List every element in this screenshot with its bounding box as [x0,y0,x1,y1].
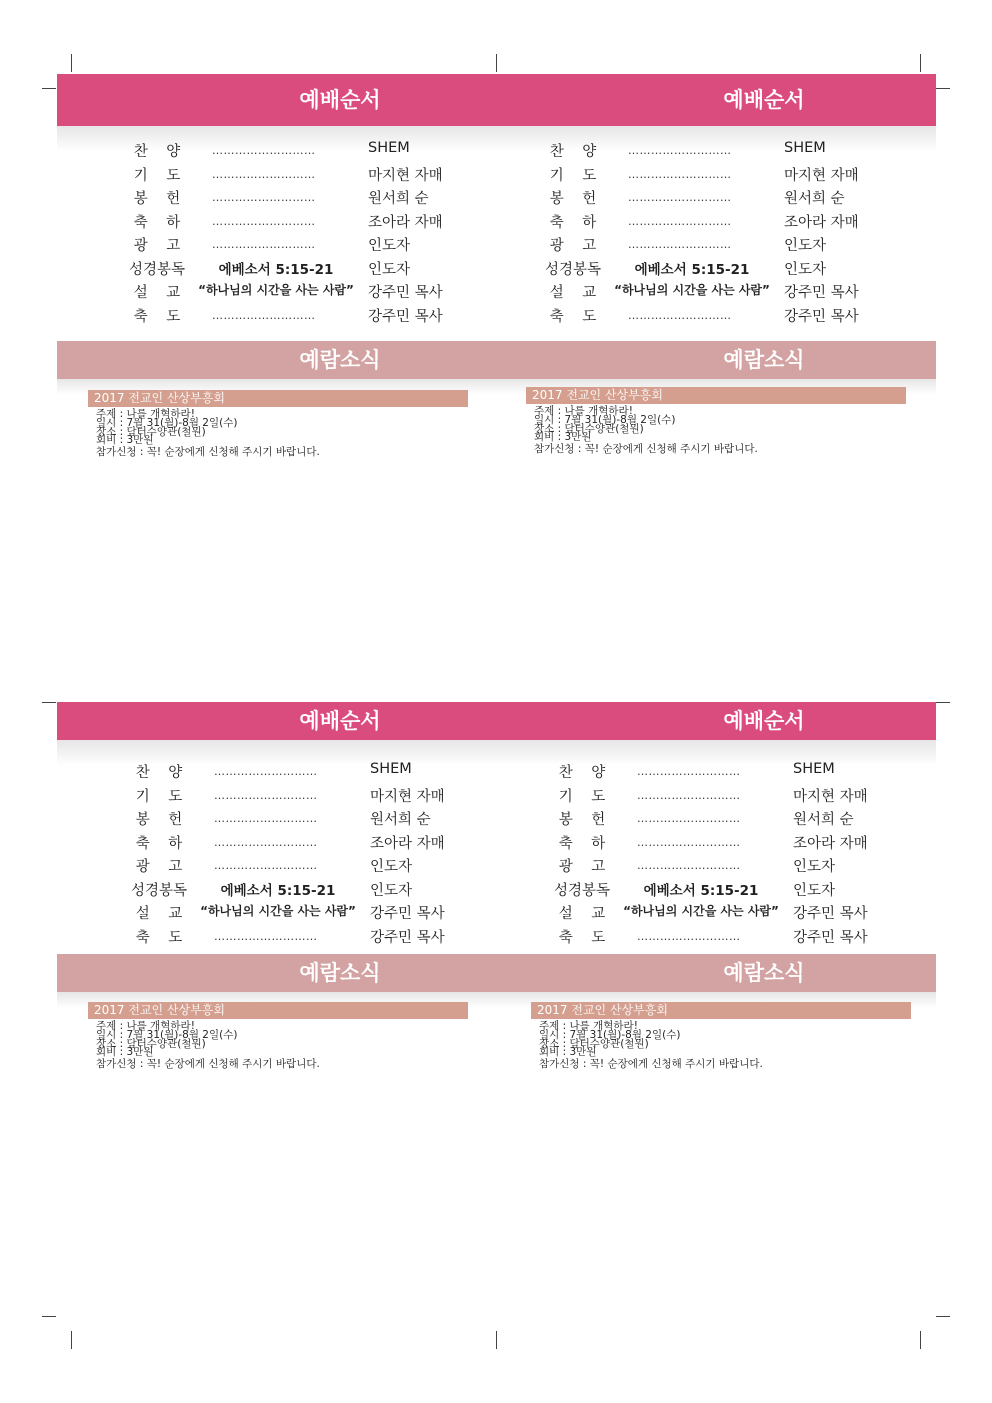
news-title: 예람소식 [723,348,805,372]
service-order-row [124,164,484,188]
service-order-row [126,855,486,879]
service-order-row [549,879,909,903]
order-item-value: 원서희 순 [793,812,854,828]
service-order-title: 예배순서 [723,88,805,112]
service-order-title: 예배순서 [299,709,381,733]
news-item [88,390,468,459]
order-item-value: SHEM [784,140,826,156]
order-item-label: 기 도 [133,167,181,184]
service-order-row [126,832,486,856]
order-item-value: 인도자 [370,882,413,899]
news-heading: 2017 전교인 산상부흥회 [531,1002,911,1019]
news-detail-line: 장소 : 담터수양관(철원) [96,1037,206,1050]
order-item-value: SHEM [370,761,412,777]
order-item-value: 강주민 목사 [370,906,445,922]
crop-mark [920,54,921,72]
order-item-label: 기 도 [135,788,183,805]
sermon-title: “하나님의 시간을 사는 사람” [623,904,779,918]
order-item-label: 성경봉독 [128,261,186,278]
crop-mark [920,1331,921,1349]
service-order-row [549,832,909,856]
service-order-title: 예배순서 [723,709,805,733]
news-detail-line: 일시 : 7월 31(월)-8월 2일(수) [96,1028,238,1041]
order-item-label: 축 하 [135,835,183,852]
news-heading: 2017 전교인 산상부흥회 [526,387,906,404]
service-order-list [124,140,484,328]
dotted-leader: ……………………… [214,835,318,849]
dotted-leader: ……………………… [628,167,732,181]
news-detail-line: 회비 : 3만원 [96,1046,154,1059]
crop-mark [71,54,72,72]
service-order-row [124,305,484,329]
order-item-value: 인도자 [793,859,836,875]
news-title: 예람소식 [723,961,805,985]
news-detail-line: 장소 : 담터수양관(철원) [539,1037,649,1050]
service-order-row [540,281,900,305]
service-order-row [549,761,909,785]
dotted-leader: ……………………… [214,929,318,943]
order-item-label: 축 하 [133,214,181,231]
scripture-reference: 에베소서 5:15-21 [643,882,759,899]
order-item-label: 봉 헌 [549,191,597,207]
order-item-value: 마지현 자매 [784,167,859,184]
dotted-leader: ……………………… [637,788,741,802]
service-order-row [124,258,484,282]
crop-mark [71,1331,72,1349]
order-item-label: 광 고 [549,238,597,254]
service-order-row [540,187,900,211]
service-order-row [540,234,900,258]
dotted-leader: ……………………… [637,859,741,872]
order-item-label: 축 도 [133,308,181,325]
order-item-value: 조아라 자매 [784,214,859,231]
service-order-row [124,211,484,235]
news-detail-line: 회비 : 3만원 [539,1046,597,1059]
service-order-title: 예배순서 [299,88,381,112]
order-item-label: 축 도 [135,929,183,946]
news-details [526,407,906,456]
dotted-leader: ……………………… [628,144,732,157]
service-order-row [549,902,909,926]
news-title: 예람소식 [299,348,381,372]
service-order-row [549,855,909,879]
order-item-value: 인도자 [370,859,413,875]
news-detail-line: 주제 : 나를 개혁하라! [539,1020,638,1032]
service-order-row [126,785,486,809]
service-order-row [540,258,900,282]
news-detail-line: 주제 : 나를 개혁하라! [96,408,195,420]
order-item-value: 원서희 순 [784,191,845,207]
crop-mark [42,88,56,89]
order-item-value: 마지현 자매 [370,788,445,805]
news-detail-line: 일시 : 7월 31(월)-8월 2일(수) [534,413,676,426]
dotted-leader: ……………………… [637,929,741,943]
order-item-label: 찬 양 [133,144,181,160]
news-detail-line: 참가신청 : 꼭! 순장에게 신청해 주시기 바랍니다. [534,443,758,456]
service-order-banner [57,702,936,740]
order-item-value: 인도자 [784,261,827,278]
order-item-label: 축 도 [558,929,606,946]
order-item-label: 봉 헌 [133,191,181,207]
crop-mark [42,1316,56,1317]
order-item-value: 강주민 목사 [784,308,859,325]
order-item-value: 강주민 목사 [370,929,445,946]
dotted-leader: ……………………… [637,835,741,849]
order-item-label: 광 고 [558,859,606,875]
dotted-leader: ……………………… [212,167,316,181]
order-item-value: SHEM [793,761,835,777]
service-order-row [124,140,484,164]
order-item-value: 인도자 [784,238,827,254]
order-item-label: 성경봉독 [130,882,188,899]
service-order-list [549,761,909,949]
dotted-leader: ……………………… [212,308,316,322]
order-item-label: 성경봉독 [544,261,602,278]
crop-mark [496,54,497,72]
sermon-title: “하나님의 시간을 사는 사람” [614,283,770,297]
order-item-value: 인도자 [368,261,411,278]
order-item-label: 설 교 [549,285,597,301]
crop-mark [936,1316,950,1317]
news-detail-line: 일시 : 7월 31(월)-8월 2일(수) [96,416,238,429]
dotted-leader: ……………………… [628,214,732,228]
service-order-list [126,761,486,949]
order-item-label: 봉 헌 [558,812,606,828]
news-detail-line: 회비 : 3만원 [96,434,154,447]
service-order-row [540,211,900,235]
service-order-row [124,234,484,258]
order-item-label: 축 하 [558,835,606,852]
crop-mark [496,1331,497,1349]
order-item-label: 설 교 [133,285,181,301]
dotted-leader: ……………………… [214,788,318,802]
sermon-title: “하나님의 시간을 사는 사람” [200,904,356,918]
service-order-row [126,808,486,832]
service-order-row [124,281,484,305]
service-order-banner [57,74,936,126]
service-order-row [540,164,900,188]
scripture-reference: 에베소서 5:15-21 [218,261,334,278]
order-item-value: 마지현 자매 [368,167,443,184]
news-detail-line: 장소 : 담터수양관(철원) [96,425,206,438]
news-item [531,1002,911,1071]
service-order-row [124,187,484,211]
news-detail-line: 참가신청 : 꼭! 순장에게 신청해 주시기 바랍니다. [96,446,320,459]
order-item-label: 광 고 [135,859,183,875]
service-order-row [126,879,486,903]
order-item-value: 원서희 순 [370,812,431,828]
order-item-value: 강주민 목사 [784,285,859,301]
service-order-row [549,926,909,950]
news-detail-line: 일시 : 7월 31(월)-8월 2일(수) [539,1028,681,1041]
order-item-value: 강주민 목사 [793,929,868,946]
service-order-row [126,761,486,785]
dotted-leader: ……………………… [212,191,316,204]
scripture-reference: 에베소서 5:15-21 [220,882,336,899]
news-heading: 2017 전교인 산상부흥회 [88,1002,468,1019]
dotted-leader: ……………………… [214,859,318,872]
order-item-label: 설 교 [558,906,606,922]
order-item-label: 찬 양 [558,765,606,781]
order-item-label: 축 도 [549,308,597,325]
order-item-value: 강주민 목사 [793,906,868,922]
service-order-row [126,902,486,926]
order-item-label: 봉 헌 [135,812,183,828]
service-order-row [540,305,900,329]
dotted-leader: ……………………… [212,238,316,251]
news-details [88,410,468,459]
news-detail-line: 장소 : 담터수양관(철원) [534,422,644,435]
order-item-value: 강주민 목사 [368,308,443,325]
dotted-leader: ……………………… [637,765,741,778]
order-item-value: 조아라 자매 [793,835,868,852]
order-item-label: 기 도 [558,788,606,805]
order-item-value: 조아라 자매 [368,214,443,231]
news-details [531,1022,911,1071]
news-detail-line: 참가신청 : 꼭! 순장에게 신청해 주시기 바랍니다. [539,1058,763,1071]
order-item-value: 조아라 자매 [370,835,445,852]
dotted-leader: ……………………… [628,308,732,322]
news-item [526,387,906,456]
order-item-value: 마지현 자매 [793,788,868,805]
news-item [88,1002,468,1071]
crop-mark [42,702,56,703]
dotted-leader: ……………………… [628,191,732,204]
order-item-label: 성경봉독 [553,882,611,899]
order-item-label: 설 교 [135,906,183,922]
service-order-list [540,140,900,328]
service-order-row [549,785,909,809]
news-detail-line: 주제 : 나를 개혁하라! [96,1020,195,1032]
order-item-value: SHEM [368,140,410,156]
news-detail-line: 참가신청 : 꼭! 순장에게 신청해 주시기 바랍니다. [96,1058,320,1071]
order-item-value: 원서희 순 [368,191,429,207]
dotted-leader: ……………………… [214,765,318,778]
news-banner [57,341,936,379]
news-details [88,1022,468,1071]
order-item-value: 강주민 목사 [368,285,443,301]
news-heading: 2017 전교인 산상부흥회 [88,390,468,407]
order-item-label: 광 고 [133,238,181,254]
news-detail-line: 회비 : 3만원 [534,431,592,444]
scripture-reference: 에베소서 5:15-21 [634,261,750,278]
news-detail-line: 주제 : 나를 개혁하라! [534,405,633,417]
order-item-label: 축 하 [549,214,597,231]
order-item-label: 찬 양 [135,765,183,781]
sermon-title: “하나님의 시간을 사는 사람” [198,283,354,297]
service-order-row [549,808,909,832]
order-item-label: 기 도 [549,167,597,184]
dotted-leader: ……………………… [214,812,318,825]
dotted-leader: ……………………… [212,214,316,228]
dotted-leader: ……………………… [637,812,741,825]
service-order-row [540,140,900,164]
news-title: 예람소식 [299,961,381,985]
service-order-row [126,926,486,950]
order-item-value: 인도자 [793,882,836,899]
dotted-leader: ……………………… [212,144,316,157]
dotted-leader: ……………………… [628,238,732,251]
order-item-value: 인도자 [368,238,411,254]
news-banner [57,954,936,992]
order-item-label: 찬 양 [549,144,597,160]
